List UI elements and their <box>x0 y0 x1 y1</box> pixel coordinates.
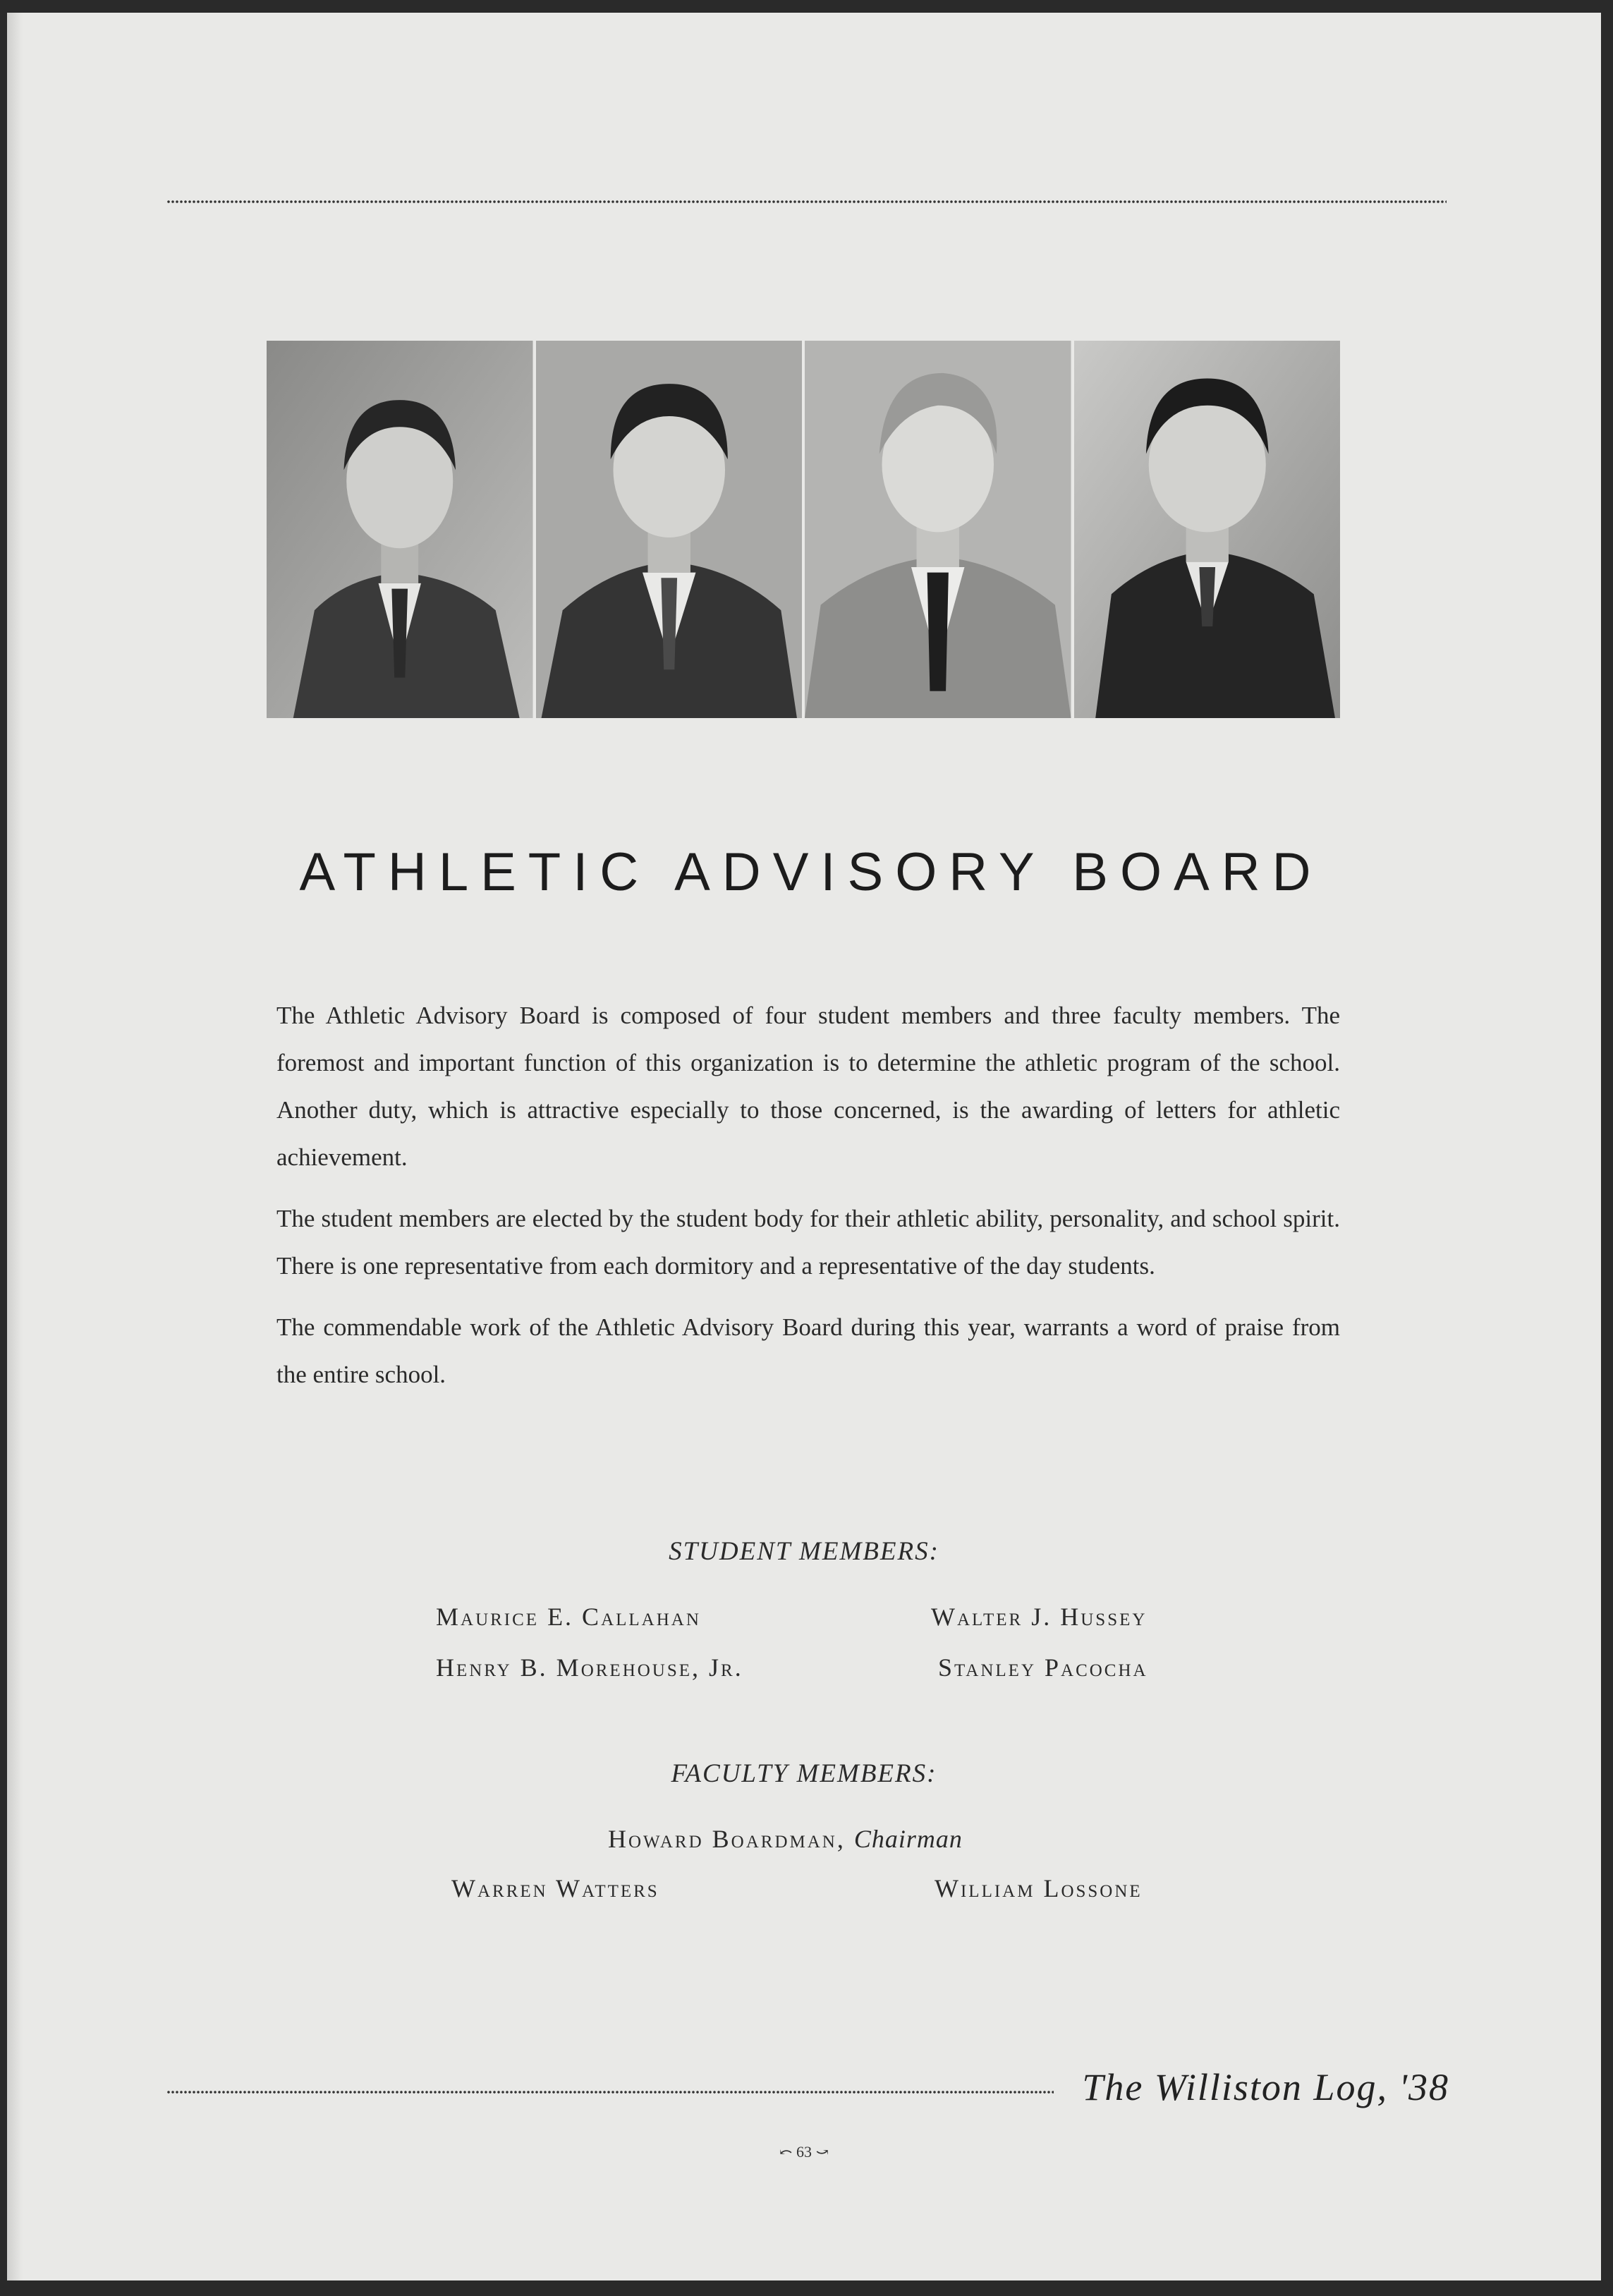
description-text <box>276 992 1340 1412</box>
faculty-chair-role: Chairman <box>853 1825 963 1853</box>
footer-publication-title: The Williston Log, '38 <box>1082 2066 1449 2108</box>
faculty-chair-name: Howard Boardman, <box>608 1825 846 1853</box>
student-member-name: Maurice E. Callahan <box>436 1603 701 1631</box>
paragraph: The Athletic Advisory Board is composed of four student members and three faculty members. The foremost and important function of this organization is to determine the athletic program of the school. Another duty, which is attractive especially to those concerned, is the awarding of letters for athletic achievement. <box>276 1002 1340 1171</box>
page-number: ⤺ 63 ⤻ <box>779 2143 829 2161</box>
page-title: ATHLETIC ADVISORY BOARD <box>299 842 1323 902</box>
paragraph: The commendable work of the Athletic Advisory Board during this year, warrants a word of praise from the entire school. <box>276 1313 1340 1388</box>
paragraph: The student members are elected by the student body for their athletic ability, personality, and school spirit. There is one representative from each dormitory and a representative of the day students. <box>276 1205 1340 1280</box>
top-dotted-rule <box>166 198 1447 206</box>
faculty-member-name: William Lossone <box>935 1874 1143 1902</box>
faculty-member-name: Warren Watters <box>451 1874 659 1902</box>
faculty-chairman <box>608 1824 963 1854</box>
faculty-members-heading: FACULTY MEMBERS: <box>671 1759 937 1788</box>
portrait-photo <box>536 341 803 718</box>
yearbook-page <box>7 13 1601 2280</box>
portrait-photo <box>267 341 533 718</box>
portrait-strip <box>267 341 1340 718</box>
portrait-photo <box>1074 341 1341 718</box>
bottom-dotted-rule <box>166 2088 1054 2096</box>
binding-edge <box>7 13 23 2280</box>
student-members-heading: STUDENT MEMBERS: <box>669 1537 939 1566</box>
student-member-name: Stanley Pacocha <box>938 1653 1148 1682</box>
student-member-name: Henry B. Morehouse, Jr. <box>436 1653 743 1682</box>
page-number-value: 63 <box>796 2143 812 2161</box>
student-member-name: Walter J. Hussey <box>931 1603 1148 1631</box>
portrait-photo <box>805 341 1071 718</box>
